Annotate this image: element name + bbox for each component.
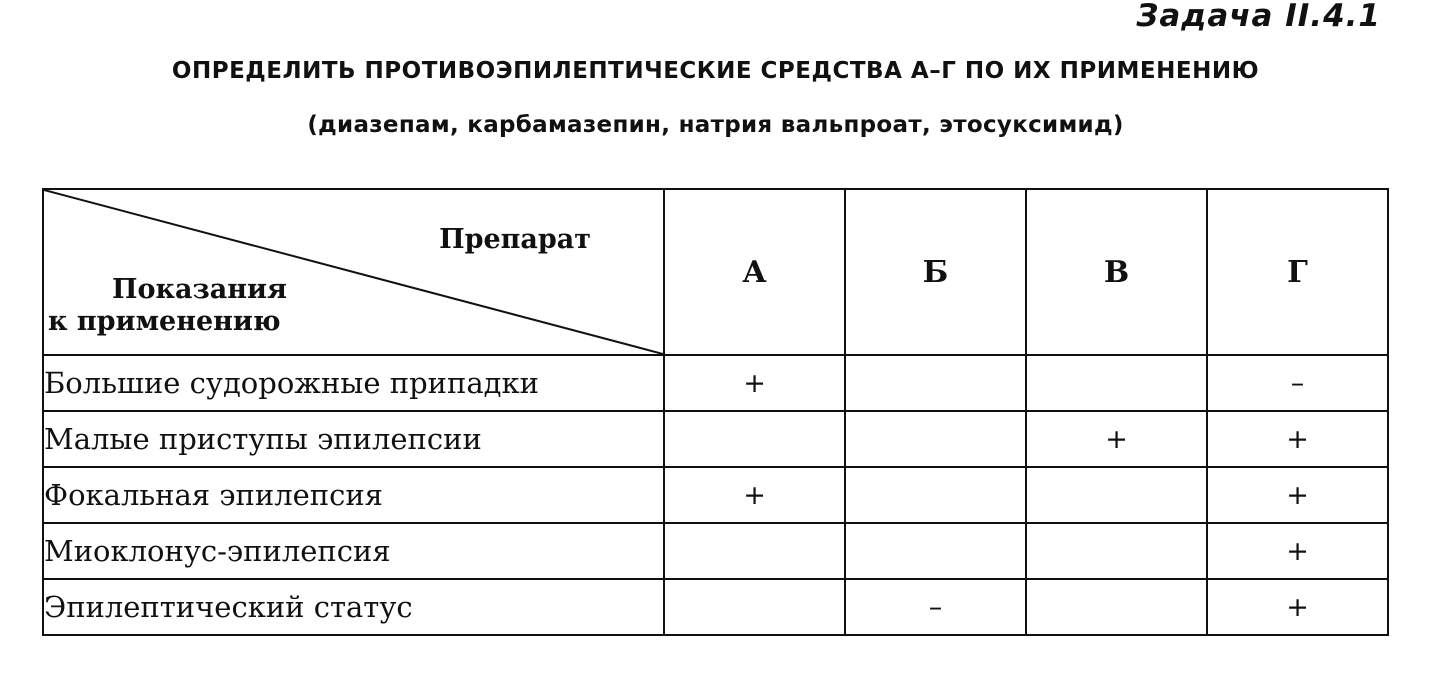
column-header-b: Б	[845, 189, 1026, 355]
mark-cell: +	[1207, 467, 1388, 523]
table-row	[43, 523, 1388, 579]
mark-cell	[1026, 579, 1207, 635]
mark-cell: –	[1207, 355, 1388, 411]
mark-cell	[1026, 355, 1207, 411]
mark-cell	[1026, 523, 1207, 579]
mark-cell: +	[664, 467, 845, 523]
page-title: ОПРЕДЕЛИТЬ ПРОТИВОЭПИЛЕПТИЧЕСКИЕ СРЕДСТВА А–Г ПО ИХ ПРИМЕНЕНИЮ	[171, 58, 1260, 84]
drug-axis-label: Препарат	[439, 224, 591, 255]
indication-cell: Фокальная эпилепсия	[43, 467, 664, 523]
mark-cell: +	[664, 355, 845, 411]
table-row	[43, 355, 1388, 411]
column-header-g: Г	[1207, 189, 1388, 355]
table-row	[43, 411, 1388, 467]
mark-cell	[845, 411, 1026, 467]
mark-cell	[664, 411, 845, 467]
column-header-v: В	[1026, 189, 1207, 355]
mark-cell	[845, 523, 1026, 579]
mark-cell	[664, 523, 845, 579]
mark-cell: +	[1207, 523, 1388, 579]
mark-cell	[1026, 467, 1207, 523]
mark-cell: +	[1026, 411, 1207, 467]
task-number: Задача II.4.1	[1136, 0, 1381, 34]
table-row	[43, 579, 1388, 635]
mark-cell: +	[1207, 411, 1388, 467]
indication-axis-label-line2: к применению	[48, 306, 281, 337]
table-header-row	[43, 189, 1388, 355]
corner-header-cell	[43, 189, 664, 355]
indication-cell: Малые приступы эпилепсии	[43, 411, 664, 467]
indication-cell: Эпилептический статус	[43, 579, 664, 635]
indication-axis-label	[48, 274, 287, 338]
mark-cell: –	[845, 579, 1026, 635]
indication-cell: Большие судорожные припадки	[43, 355, 664, 411]
indication-cell: Миоклонус-эпилепсия	[43, 523, 664, 579]
mark-cell	[845, 355, 1026, 411]
indication-axis-label-line1: Показания	[112, 274, 287, 305]
column-header-a: А	[664, 189, 845, 355]
page-subtitle: (диазепам, карбамазепин, натрия вальпроат, этосуксимид)	[307, 112, 1124, 138]
mark-cell	[664, 579, 845, 635]
drug-indication-table	[42, 188, 1389, 636]
table-row	[43, 467, 1388, 523]
mark-cell	[845, 467, 1026, 523]
mark-cell: +	[1207, 579, 1388, 635]
